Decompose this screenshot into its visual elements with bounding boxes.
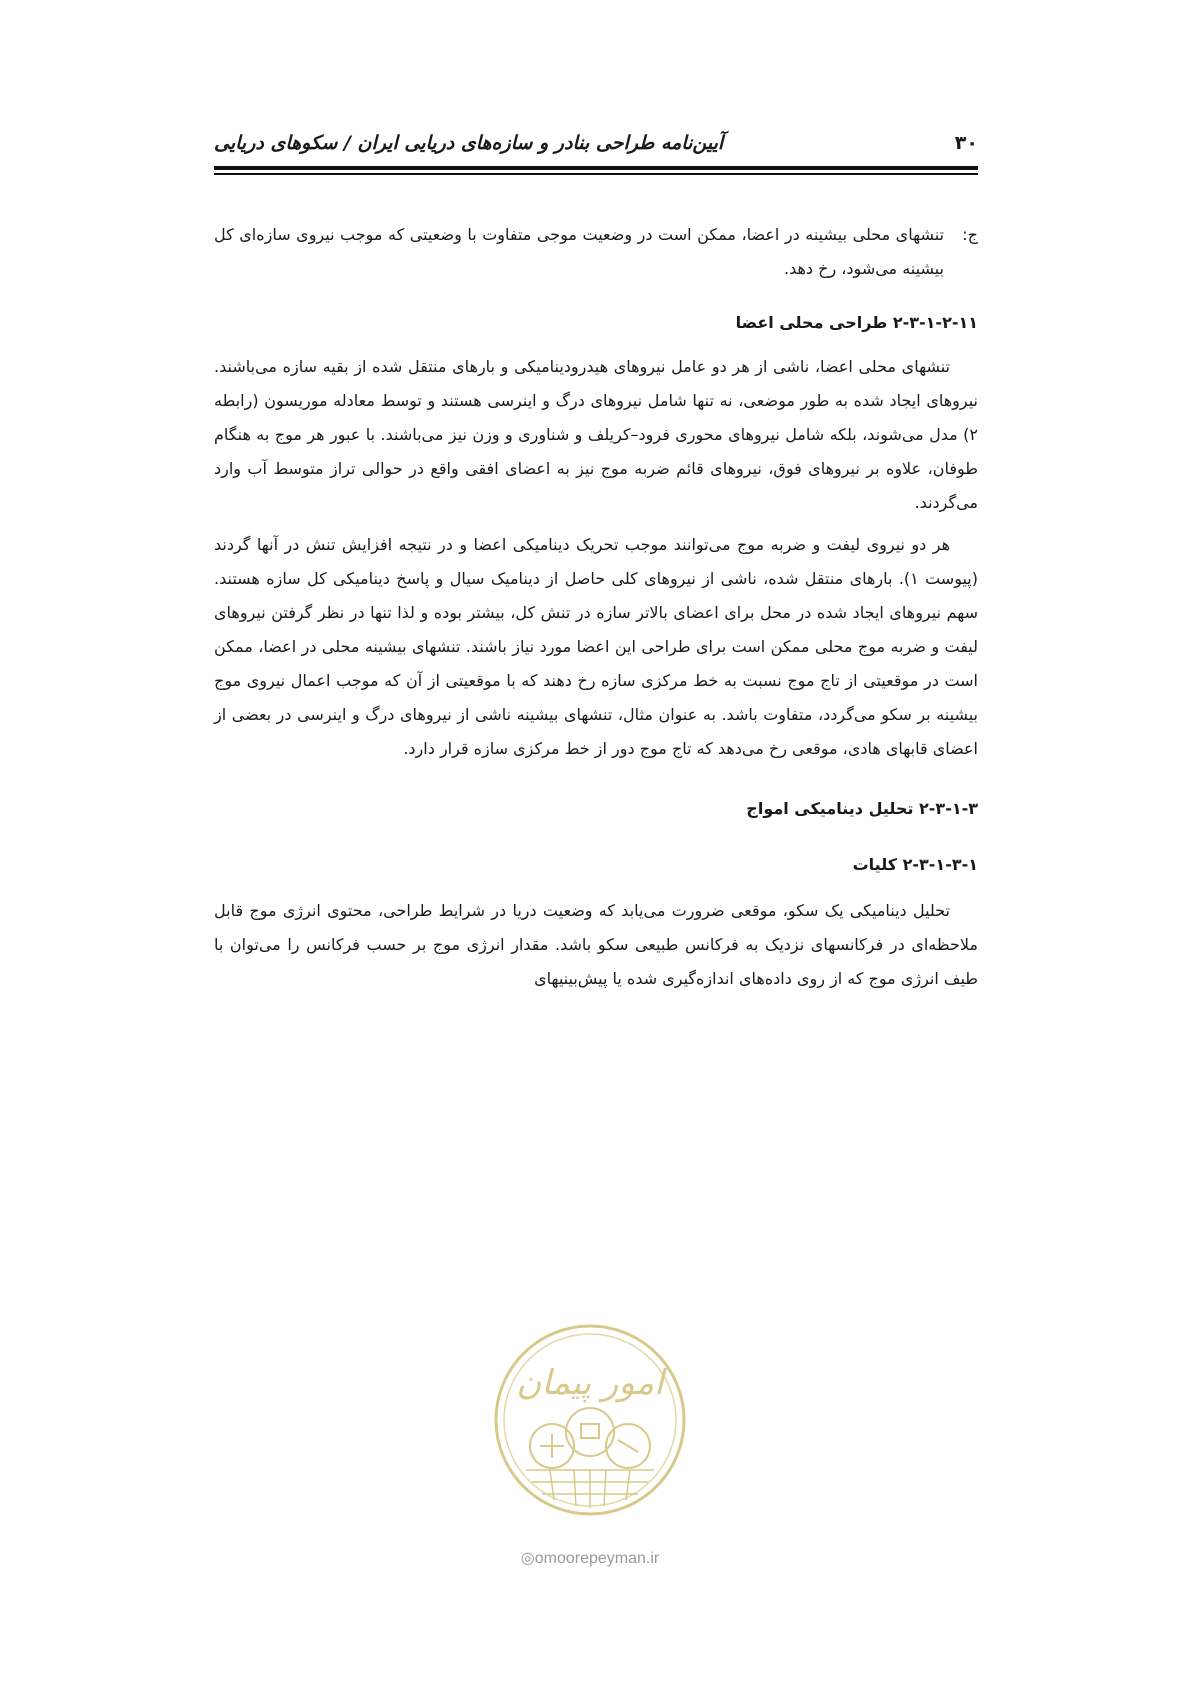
globe-icon: ◎ [520,1550,535,1567]
running-title: آیین‌نامه طراحی بنادر و سازه‌های دریایی ایران / سکوهای دریایی [214,132,724,154]
body-content [214,218,978,996]
watermark-url [500,1548,680,1568]
header-rule-thin [214,173,978,175]
watermark-url-text: omoorepeyman.ir [534,1550,660,1567]
item-marker: ج: [962,225,978,244]
watermark-logo [490,1320,690,1520]
paragraph: تحلیل دینامیکی یک سکو، موقعی ضرورت می‌یابد که وضعیت دریا در شرایط طراحی، محتوی انرژی موج قابل ملاحظه‌ای در فرکانسهای نزدیک به فرکانس طبیعی سکو باشد. مقدار انرژی موج بر حسب فرکانس را می‌توان با طیف انرژی موج که از روی داده‌های اندازه‌گیری شده یا پیش‌بینیهای [214,901,978,988]
item-text: تنشهای محلی بیشینه در اعضا، ممکن است در وضعیت موجی متفاوت با وضعیتی که موجب نیروی سازه‌ای کل بیشینه می‌شود، رخ دهد. [214,225,944,278]
header-rule-thick [214,166,978,170]
seal-icon [490,1320,690,1520]
page-number: ۳۰ [954,132,978,154]
logo-text: امور پیمان [516,1363,664,1403]
paragraph: هر دو نیروی لیفت و ضربه موج می‌توانند موجب تحریک دینامیکی اعضا و در نتیجه افزایش تنش در آنها گردند (پیوست ۱). بارهای منتقل شده، ناشی از نیروهای کلی حاصل از دینامیک سیال و پاسخ دینامیکی کل سازه هستند. سهم نیروهای ایجاد شده در محل برای اعضای بالاتر سازه در تنش کل، بیشتر بوده و لذا تنها در نظر گرفتن نیروهای لیفت و ضربه موج محلی ممکن است برای طراحی این اعضا مورد نیاز باشند. تنشهای بیشینه محلی در اعضا، ممکن است در موقعیتی از تاج موج نسبت به خط مرکزی سازه رخ دهند که با موقعیتی از آن که موجب اعمال نیروی موج بیشینه بر سکو می‌گردد، متفاوت باشد. به عنوان مثال، تنشهای بیشینه ناشی از نیروهای درگ و اینرسی در بعضی از اعضای قابهای هادی، موقعی رخ می‌دهد که تاج موج دور از خط مرکزی سازه قرار دارد. [214,535,978,758]
section-heading-local-design: ۲-۳-۱-۲-۱۱ طراحی محلی اعضا [735,313,978,332]
paragraph: تنشهای محلی اعضا، ناشی از هر دو عامل نیروهای هیدرودینامیکی و بارهای منتقل شده از بقیه سازه می‌باشند. نیروهای ایجاد شده به طور موضعی، نه تنها شامل نیروهای درگ و اینرسی هستند و توسط معادله موریسون (رابطه ۲) مدل می‌شوند، بلکه شامل نیروهای محوری فرود–کریلف و شناوری و وزن نیز می‌باشند. با عبور هر موج به هنگام طوفان، علاوه بر نیروهای فوق، نیروهای قائم ضربه موج نیز به اعضای افقی واقع در حوالی تراز متوسط آب وارد می‌گردند. [214,357,978,512]
running-header [214,118,978,162]
section-heading-dynamic-analysis: ۲-۳-۱-۳ تحلیل دینامیکی امواج [746,799,978,818]
list-item-c [214,218,978,286]
section-heading-general: ۲-۳-۱-۳-۱ کلیات [852,855,978,874]
